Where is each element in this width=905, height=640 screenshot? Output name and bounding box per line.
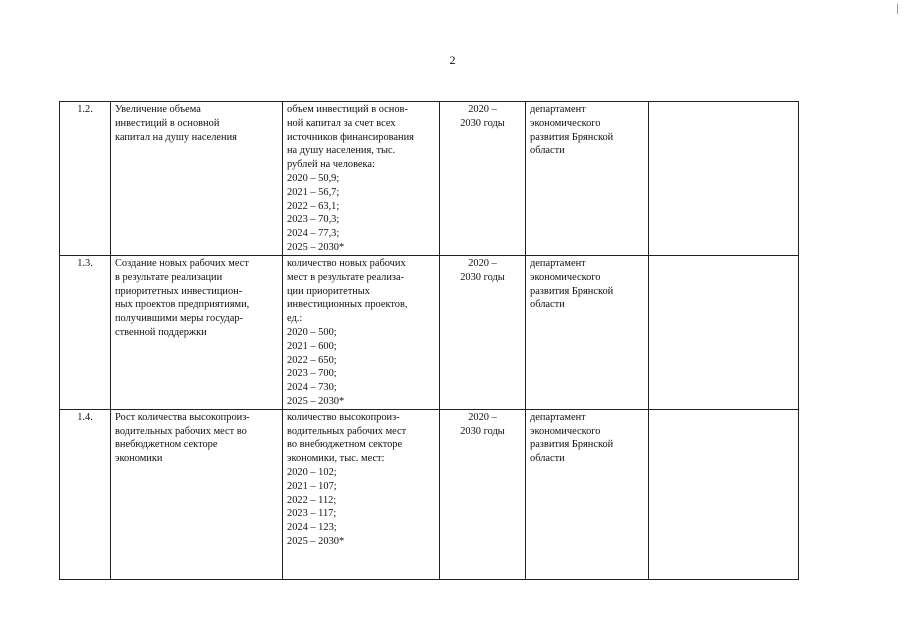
measure-name-line: водительных рабочих мест во xyxy=(115,425,247,437)
page-number: 2 xyxy=(449,53,456,67)
indicator-line: 2022 – 63,1; xyxy=(287,200,340,212)
executor-line: развития Брянской xyxy=(530,285,614,297)
indicator-line: объем инвестиций в основ- xyxy=(287,104,408,115)
indicator-cell xyxy=(283,102,440,256)
indicator-line: 2023 – 700; xyxy=(287,368,337,380)
measure-name-line: приоритетных инвестицион- xyxy=(115,285,243,297)
measure-name-line: капитал на душу населения xyxy=(115,131,237,143)
measure-name-line: в результате реализации xyxy=(115,271,223,283)
indicator-line: 2021 – 56,7; xyxy=(287,186,340,198)
row-number-cell xyxy=(60,256,111,410)
measure-name-line: инвестиций в основной xyxy=(115,117,220,129)
executor-line: экономического xyxy=(530,117,601,129)
measure-name-line: ных проектов предприятиями, xyxy=(115,299,250,311)
indicator-line: на душу населения, тыс. xyxy=(287,145,396,157)
period-line: 2030 годы xyxy=(460,117,505,129)
executor-cell xyxy=(526,256,649,410)
executor-line: развития Брянской xyxy=(530,439,614,451)
table-row xyxy=(60,102,799,256)
indicator-line: 2020 – 50,9; xyxy=(287,172,340,184)
measure-name-line: Создание новых рабочих мест xyxy=(115,258,249,269)
indicator-line: во внебюджетном секторе xyxy=(287,439,403,451)
indicator-line: количество высокопроиз- xyxy=(287,411,400,423)
row-number: 1.2. xyxy=(77,104,93,115)
indicator-line: количество новых рабочих xyxy=(287,258,406,269)
indicator-line: 2024 – 730; xyxy=(287,382,337,394)
empty-cell xyxy=(649,256,799,410)
indicator-line: 2025 – 2030* xyxy=(287,241,345,253)
period-cell xyxy=(440,102,526,256)
executor-cell xyxy=(526,102,649,256)
indicator-line: 2025 – 2030* xyxy=(287,535,345,547)
period-line: 2030 годы xyxy=(460,425,505,437)
period-cell xyxy=(440,256,526,410)
executor-line: департамент xyxy=(530,104,586,115)
executor-line: департамент xyxy=(530,258,586,269)
measure-name-line: внебюджетном секторе xyxy=(115,439,218,451)
indicator-line: инвестиционных проектов, xyxy=(287,299,408,311)
period-line: 2020 – xyxy=(468,104,497,115)
measure-name-cell xyxy=(111,102,283,256)
measures-table xyxy=(59,101,799,580)
indicator-line: 2022 – 112; xyxy=(287,494,337,506)
measure-name-line: Увеличение объема xyxy=(115,104,201,115)
measure-name-line: ственной поддержки xyxy=(115,326,207,338)
executor-line: области xyxy=(530,299,565,311)
indicator-line: рублей на человека: xyxy=(287,159,375,171)
indicator-cell xyxy=(283,409,440,579)
executor-line: области xyxy=(530,145,565,157)
measure-name-line: экономики xyxy=(115,453,163,465)
indicator-line: 2024 – 123; xyxy=(287,522,337,534)
indicator-line: 2021 – 600; xyxy=(287,340,337,352)
indicator-line: ед.: xyxy=(287,313,303,325)
indicator-line: 2021 – 107; xyxy=(287,480,337,492)
indicator-line: экономики, тыс. мест: xyxy=(287,453,385,465)
period-line: 2020 – xyxy=(468,411,497,423)
indicator-line: 2023 – 70,3; xyxy=(287,214,340,226)
indicator-line: ной капитал за счет всех xyxy=(287,117,396,129)
indicator-line: водительных рабочих мест xyxy=(287,425,407,437)
row-number: 1.3. xyxy=(77,258,93,269)
indicator-line: источников финансирования xyxy=(287,131,414,143)
executor-line: развития Брянской xyxy=(530,131,614,143)
period-line: 2020 – xyxy=(468,258,497,269)
executor-line: области xyxy=(530,453,565,465)
executor-cell xyxy=(526,409,649,579)
period-line: 2030 годы xyxy=(460,271,505,283)
indicator-line: 2022 – 650; xyxy=(287,354,337,366)
row-number-cell xyxy=(60,102,111,256)
indicator-line: мест в результате реализа- xyxy=(287,271,405,283)
indicator-line: 2025 – 2030* xyxy=(287,395,345,407)
indicator-line: 2024 – 77,3; xyxy=(287,228,340,240)
measure-name-line: Рост количества высокопроиз- xyxy=(115,411,250,423)
indicator-line: 2023 – 117; xyxy=(287,508,337,520)
indicator-line: 2020 – 102; xyxy=(287,466,337,478)
measure-name-cell xyxy=(111,256,283,410)
executor-line: экономического xyxy=(530,425,601,437)
period-cell xyxy=(440,409,526,579)
indicator-line: ции приоритетных xyxy=(287,285,370,297)
row-number: 1.4. xyxy=(77,411,93,423)
executor-line: департамент xyxy=(530,411,586,423)
indicator-cell xyxy=(283,256,440,410)
table-row xyxy=(60,409,799,579)
measure-name-cell xyxy=(111,409,283,579)
empty-cell xyxy=(649,102,799,256)
table-row xyxy=(60,256,799,410)
measure-name-line: получившими меры государ- xyxy=(115,313,243,325)
row-number-cell xyxy=(60,409,111,579)
scan-edge-mark xyxy=(897,4,898,14)
executor-line: экономического xyxy=(530,271,601,283)
empty-cell xyxy=(649,409,799,579)
indicator-line: 2020 – 500; xyxy=(287,326,337,338)
